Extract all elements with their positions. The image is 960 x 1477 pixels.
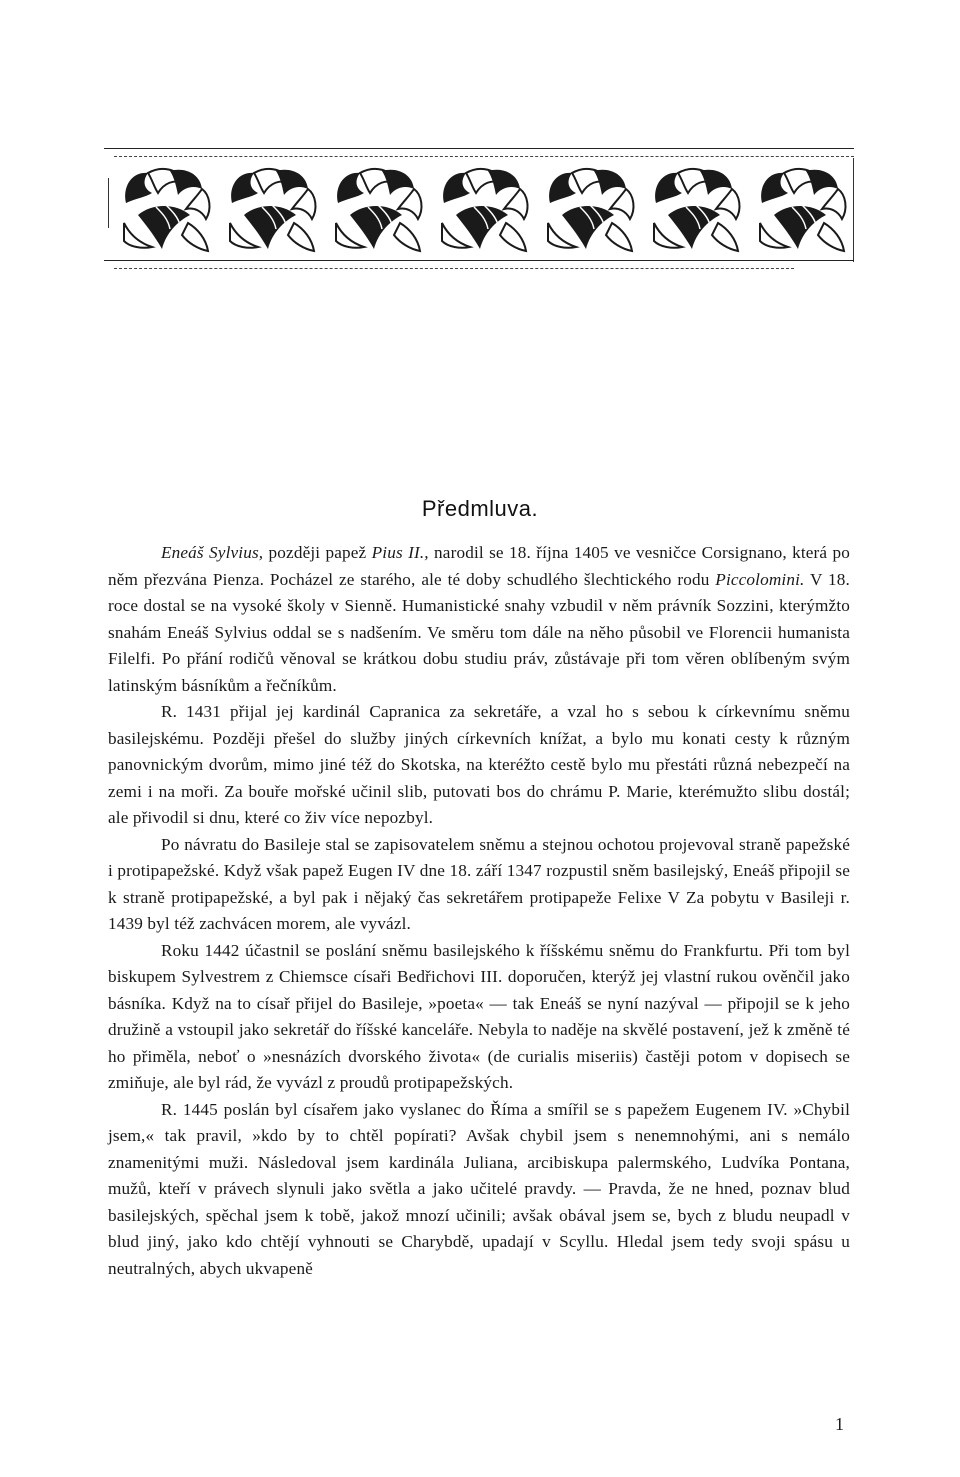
name-piccolomini: Piccolomini. [715,569,805,589]
page-number: 1 [835,1414,844,1434]
paragraph-2: R. 1431 přijal jej kardinál Capranica za sekretáře, a vzal ho s sebou k církevnímu sněmu basilejskému. Později přešel do služby jiných církevních knížat, a bylo mu konati cesty k různým panovnickým dvorům, mimo jiné též do Skotska, na kteréžto cestě bylo mu přestáti různá nebezpečí na zemi i na moři. Za bouře mořské učinil slib, putovati bos do chrámu P. Marie, kterémužto slibu dostál; ale přivodil si dnu, které co živ více nepozbyl. [108,702,850,827]
ornament-bottom-rule-dashed [114,268,794,269]
paragraph-1-text-b: narodil se 18. října 1405 ve vesničce Corsignano, která po něm přezvána Pienza. Pocházel ze starého, ale té doby schudlého šlechtického rodu [108,543,850,589]
paragraph-1-text-a: později papež [263,543,372,562]
ornament-bottom-rule [104,260,854,261]
page-title: Předmluva. [421,496,539,521]
ornament-top-rule-dashed [114,156,854,157]
paragraph-3: Po návratu do Basileje stal se zapisovatelem sněmu a stejnou ochotou projevoval straně papežské i protipapežské. Když však papež Eugen IV dne 18. září 1347 rozpustil sněm basilejský, Eneáš připojil se k straně protipapežské, a byl pak i nějaký čas sekretářem protipapeže Felixe V Za pobytu v Basileji r. 1439 byl též zachvácen morem, ale vyvázl. [108,834,850,933]
ornament-left-tick [108,178,109,228]
header-ornament [104,148,854,272]
paragraph-5: R. 1445 poslán byl císařem jako vyslanec do Říma a smířil se s papežem Eugenem IV. »Chybil jsem,« tak pravil, »kdo by to chtěl popírati? Avšak chybil jsem s nenemnohými, ani s nemálo znamenitými muži. Následoval jsem kardinála Juliana, arcibiskupa palermského, Ludvíka Pontana, mužů, kteří v právech slynuli jako světla a jako učitelé pravdy. — Pravda, že ne hned, poznav blud basilejských, spěchal jsem k tobě, jakož mnozí učinili; avšak obával jsem se, bych z bludu neupadl v blud jiný, jako kdo chtějí vyhnouti se Charybdě, upadají v Scyllu. Hledal jsem tedy svoji spásu u neutralných, abych ukvapeně [108,1099,850,1278]
body-text [108,540,850,1282]
floral-ornament-icon [436,163,536,257]
paragraph-4: Roku 1442 účastnil se poslání sněmu basilejského k říšskému sněmu do Frankfurtu. Při tom byl biskupem Sylvestrem z Chiemsce císaři Bedřichovi III. doporučen, kterýž jej vlastní rukou ověnčil jako básníka. Když na to císař přijel do Basileje, »poeta« — tak Eneáš se nyní nazýval — připojil se k jeho družině a vstoupil jako sekretář do říšské kanceláře. Nebyla to naděje na skvělé postavení, jež k změně té ho přiměla, neboť o »nesnázích dvorského života« (de curialis miseriis) častěji potom v dopisech se zmiňuje, ale byl rád, že vyvázl z proudů protipapežských. [108,940,850,1092]
floral-ornament-icon [648,163,748,257]
paragraph-1 [108,540,850,699]
floral-ornament-band [118,162,854,258]
floral-ornament-icon [118,163,218,257]
ornament-top-rule [104,148,854,149]
floral-ornament-icon [330,163,430,257]
floral-ornament-icon [542,163,642,257]
name-eneas-sylvius: Eneáš Sylvius, [161,543,264,562]
name-pius-ii: Pius II., [371,543,429,562]
floral-ornament-icon [224,163,324,257]
paragraph-1-text-c: V 18. roce dostal se na vysoké školy v Sienně. Humanistické snahy vzbudil v něm právník Sozzini, kterýmžto snahám Eneáš Sylvius oddal se s nadšením. Ve směru tom dále na něho působil ve Florencii humanista Filelfi. Po přání rodičů věnoval se krátkou dobu studiu práv, zůstávaje při tom věren oblíbeným svým latinským básníkům a řečníkům. [108,569,850,695]
floral-ornament-icon [754,163,854,257]
